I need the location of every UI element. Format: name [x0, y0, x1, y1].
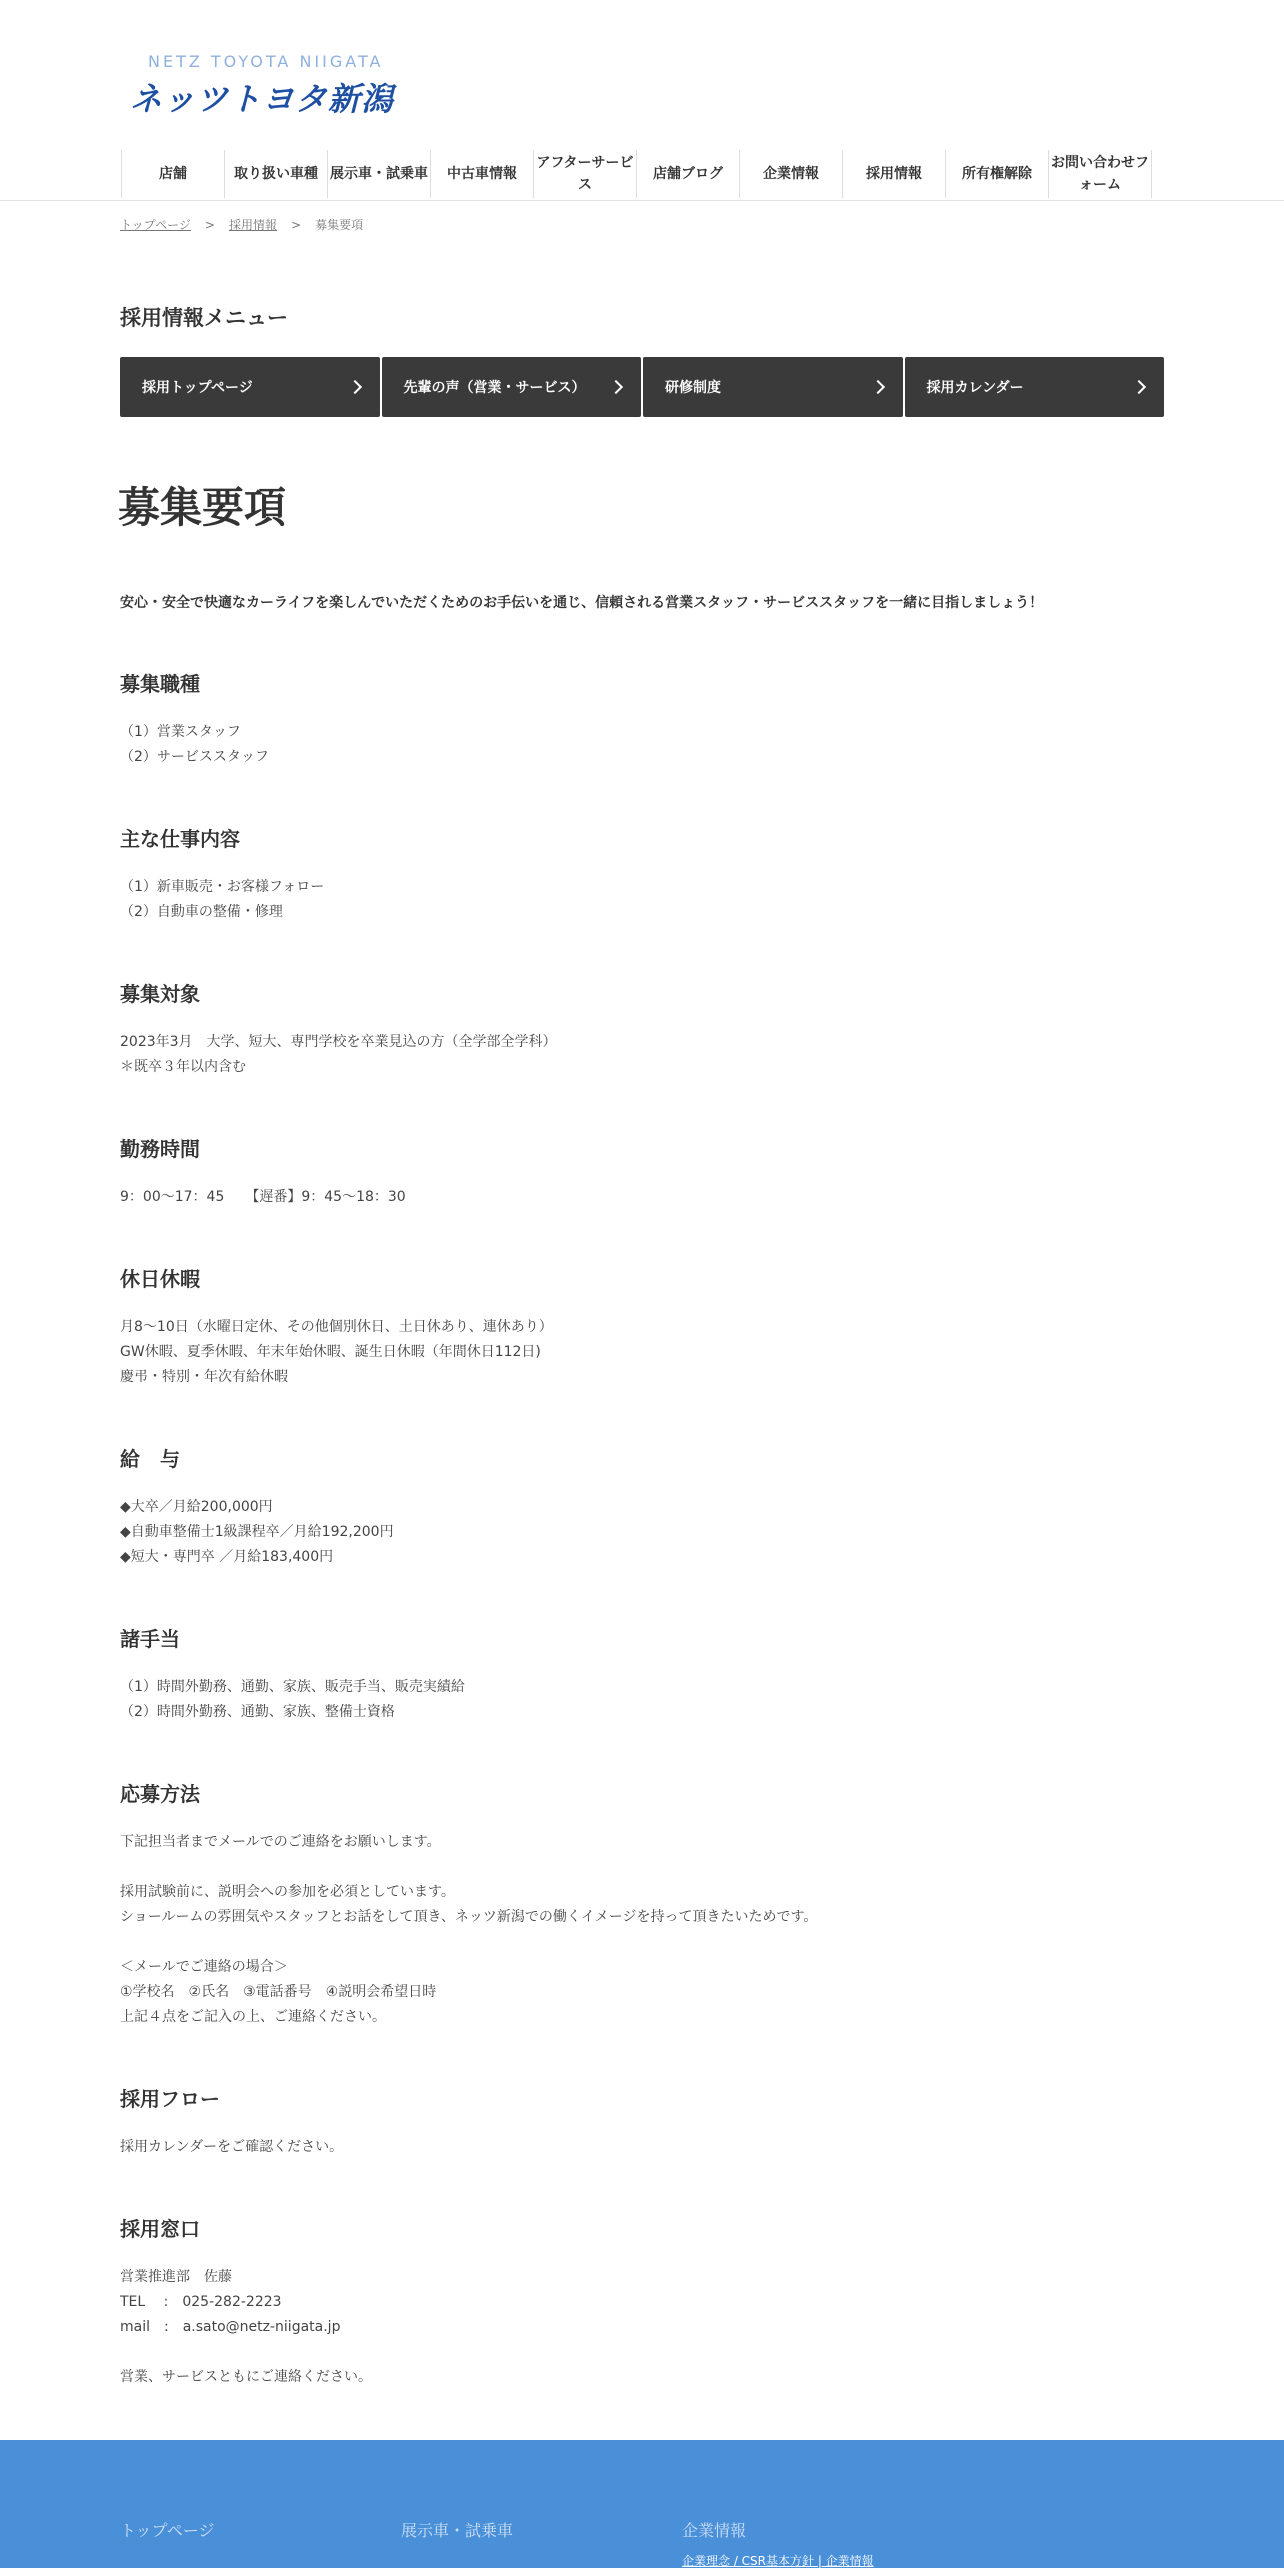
recruit-menu-calendar-button[interactable] — [905, 357, 1165, 417]
breadcrumb-link-top[interactable]: トップページ — [120, 218, 191, 232]
recruit-menu-training-button[interactable] — [643, 357, 903, 417]
footer-link-company[interactable]: 企業情報 — [682, 2521, 747, 2540]
section-line: 営業、サービスともにご連絡ください。 — [120, 2369, 372, 2385]
site-footer — [0, 2440, 1284, 2568]
section-body — [120, 1185, 406, 1210]
section-body — [120, 2265, 372, 2390]
section-line: ◆自動車整備士1級課程卒／月給192,200円 — [120, 1524, 394, 1540]
breadcrumb-separator: > — [291, 217, 302, 232]
breadcrumb — [120, 216, 363, 233]
recruit-menu-label: 先輩の声（営業・サービス） — [403, 380, 586, 396]
section-heading: 応募方法 — [120, 1782, 200, 1806]
section-line: ＊既卒３年以内含む — [120, 1059, 246, 1075]
footer-link-top[interactable]: トップページ — [120, 2521, 215, 2540]
section-line: TEL : 025-282-2223 — [120, 2294, 282, 2310]
section-line: （2）自動車の整備・修理 — [120, 904, 283, 920]
section-line: （2）サービススタッフ — [120, 749, 269, 765]
recruit-menu-label: 採用トップページ — [142, 380, 253, 396]
section-body — [120, 1030, 557, 1080]
section-body — [120, 1830, 817, 2030]
section-heading: 主な仕事内容 — [120, 827, 240, 851]
section-line — [120, 2340, 372, 2365]
section-line: ＜メールでご連絡の場合＞ — [120, 1959, 288, 1975]
nav-item-after-service[interactable]: アフターサービス — [534, 150, 637, 198]
global-nav — [121, 150, 1152, 198]
recruit-menu-label: 研修制度 — [665, 380, 721, 396]
site-header — [0, 0, 1284, 201]
section-line — [120, 1855, 817, 1880]
nav-item-demo-cars[interactable]: 展示車・試乗車 — [328, 150, 431, 198]
section-heading: 採用窓口 — [120, 2217, 200, 2241]
nav-item-contact[interactable]: お問い合わせフォーム — [1049, 150, 1152, 198]
recruit-menu-title: 採用情報メニュー — [120, 306, 288, 330]
section-line: ◆大卒／月給200,000円 — [120, 1499, 273, 1515]
site-logo[interactable] — [130, 52, 395, 122]
section-heading: 勤務時間 — [120, 1137, 200, 1161]
chevron-right-icon — [609, 380, 623, 394]
recruit-menu-label: 採用カレンダー — [926, 380, 1024, 396]
section-heading: 募集職種 — [120, 672, 200, 696]
section-line — [120, 1930, 817, 1955]
footer-sublinks-company[interactable]: 企業理念 / CSR基本方針 | 企業情報 — [682, 2554, 874, 2568]
footer-link-demo-cars[interactable]: 展示車・試乗車 — [401, 2521, 514, 2540]
page-title: 募集要項 — [118, 483, 287, 532]
breadcrumb-separator: > — [204, 217, 215, 232]
section-line: ショールームの雰囲気やスタッフとお話をして頂き、ネッツ新潟での働くイメージを持って頂きたいためです。 — [120, 1909, 818, 1925]
section-line: 9：00～17：45 【遅番】9：45～18：30 — [120, 1189, 406, 1205]
section-body — [120, 1495, 394, 1570]
section-line: ①学校名 ②氏名 ③電話番号 ④説明会希望日時 — [120, 1984, 437, 2000]
nav-item-company[interactable]: 企業情報 — [740, 150, 843, 198]
section-heading: 給 与 — [120, 1447, 180, 1471]
section-line: 採用カレンダーをご確認ください。 — [120, 2139, 344, 2155]
section-body — [120, 1315, 553, 1390]
chevron-right-icon — [870, 380, 884, 394]
section-line: （1）新車販売・お客様フォロー — [120, 879, 325, 895]
section-line: 営業推進部 佐藤 — [120, 2269, 232, 2285]
logo-subtitle: NETZ TOYOTA NIIGATA — [148, 52, 384, 71]
chevron-right-icon — [1132, 380, 1146, 394]
recruit-menu — [120, 357, 1164, 417]
recruit-menu-top-button[interactable] — [120, 357, 380, 417]
intro-text: 安心・安全で快適なカーライフを楽しんでいただくためのお手伝いを通じ、信頼される営業スタッフ・サービススタッフを一緒に目指しましょう！ — [120, 595, 1044, 611]
section-body — [120, 2135, 343, 2160]
section-line: 慶弔・特別・年次有給休暇 — [120, 1369, 288, 1385]
section-body — [120, 1675, 465, 1725]
section-line: 2023年3月 大学、短大、専門学校を卒業見込の方（全学部全学科） — [120, 1034, 557, 1050]
section-heading: 諸手当 — [120, 1627, 180, 1651]
recruit-menu-senpai-voice-button[interactable] — [382, 357, 642, 417]
breadcrumb-current: 募集要項 — [315, 218, 364, 232]
section-heading: 休日休暇 — [120, 1267, 200, 1291]
section-line: GW休暇、夏季休暇、年末年始休暇、誕生日休暇（年間休日112日) — [120, 1344, 541, 1360]
section-line: （2）時間外勤務、通勤、家族、整備士資格 — [120, 1704, 395, 1720]
section-line: 下記担当者までメールでのご連絡をお願いします。 — [120, 1834, 441, 1850]
section-line: （1）時間外勤務、通勤、家族、販売手当、販売実績給 — [120, 1679, 465, 1695]
section-heading: 採用フロー — [120, 2087, 220, 2111]
nav-item-store-blog[interactable]: 店舗ブログ — [637, 150, 740, 198]
nav-item-used-cars[interactable]: 中古車情報 — [431, 150, 534, 198]
section-body — [120, 720, 269, 770]
section-line: ◆短大・専門卒 ／月給183,400円 — [120, 1549, 334, 1565]
section-line: （1）営業スタッフ — [120, 724, 241, 740]
nav-item-models[interactable]: 取り扱い車種 — [225, 150, 328, 198]
nav-item-ownership-release[interactable]: 所有権解除 — [946, 150, 1049, 198]
chevron-right-icon — [347, 380, 361, 394]
section-heading: 募集対象 — [120, 982, 200, 1006]
nav-item-stores[interactable]: 店舗 — [122, 150, 225, 198]
section-line: 採用試験前に、説明会への参加を必須としています。 — [120, 1884, 455, 1900]
logo-title: ネッツトヨタ新潟 — [130, 80, 395, 118]
section-line: 上記４点をご記入の上、ご連絡ください。 — [120, 2009, 386, 2025]
section-line: mail : a.sato@netz-niigata.jp — [120, 2319, 341, 2335]
breadcrumb-link-recruit[interactable]: 採用情報 — [228, 218, 277, 232]
nav-item-recruit[interactable]: 採用情報 — [843, 150, 946, 198]
section-line: 月8～10日（水曜日定休、その他個別休日、土日休あり、連休あり） — [120, 1319, 553, 1335]
section-body — [120, 875, 324, 925]
